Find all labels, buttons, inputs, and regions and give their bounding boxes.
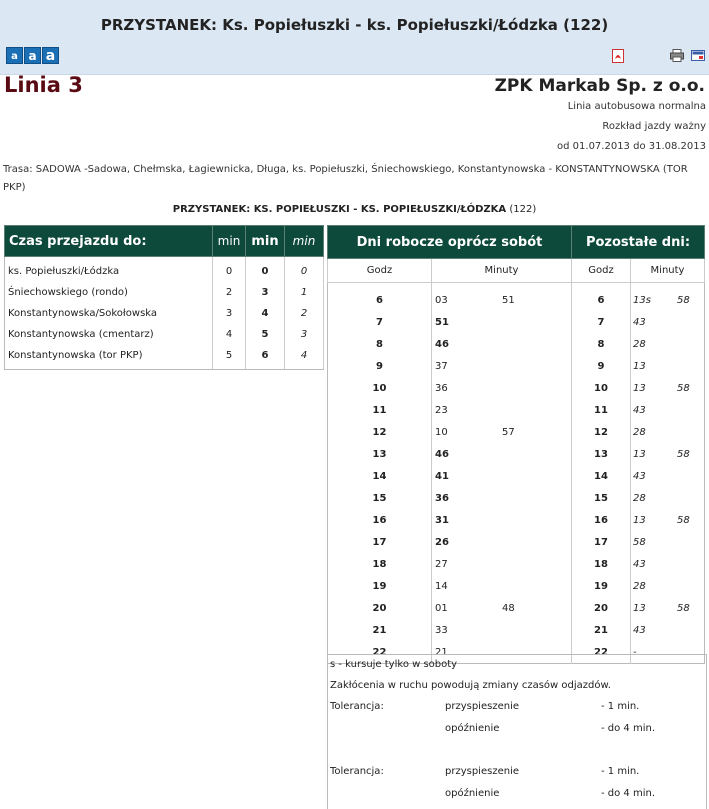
font-large-button[interactable]: a bbox=[42, 47, 59, 64]
weekday-hour: 10 bbox=[328, 377, 432, 399]
weekday-minute bbox=[502, 465, 572, 487]
other-minute bbox=[677, 399, 705, 421]
tolerance-early-label: przyspieszenie bbox=[445, 701, 519, 712]
other-minute: 43 bbox=[633, 470, 646, 482]
travel-min: 5 bbox=[213, 345, 246, 370]
travel-min: 3 bbox=[213, 303, 246, 324]
travel-stop: Konstantynowska (tor PKP) bbox=[5, 345, 213, 370]
weekday-minute bbox=[502, 575, 572, 597]
other-hour: 16 bbox=[572, 509, 631, 531]
stop-code: (122) bbox=[509, 204, 537, 215]
other-minute: 58 bbox=[677, 448, 690, 460]
other-hour: 11 bbox=[572, 399, 631, 421]
route-description: Trasa: SADOWA -Sadowa, Chełmska, Łagiewnicka, Długa, ks. Popiełuszki, Śniechowskiego, Konstantynowska - KONSTANTYNOWSKA (TOR PKP) bbox=[3, 164, 688, 193]
travel-min: 4 bbox=[285, 345, 324, 370]
other-minute: 58 bbox=[633, 536, 646, 548]
font-medium-button[interactable]: a bbox=[24, 47, 41, 64]
weekday-hour: 15 bbox=[328, 487, 432, 509]
weekday-minute: 48 bbox=[502, 602, 515, 614]
tolerance-early-value: - 1 min. bbox=[601, 701, 640, 712]
weekdays-header: Dni robocze oprócz sobót bbox=[328, 226, 572, 259]
line-name: Linia 3 bbox=[4, 73, 83, 97]
other-hour: 17 bbox=[572, 531, 631, 553]
other-hour: 7 bbox=[572, 311, 631, 333]
table-row bbox=[328, 487, 705, 509]
other-minute bbox=[677, 465, 705, 487]
table-row bbox=[5, 282, 324, 303]
other-minute: 58 bbox=[677, 382, 690, 394]
travel-min: 6 bbox=[246, 345, 285, 370]
other-hour: 20 bbox=[572, 597, 631, 619]
weekday-minute: 21 bbox=[435, 646, 448, 658]
weekday-hour: 19 bbox=[328, 575, 432, 597]
travel-col-min-3: min bbox=[285, 226, 324, 257]
travel-min: 4 bbox=[246, 303, 285, 324]
other-minute: 43 bbox=[633, 624, 646, 636]
weekday-hour: 18 bbox=[328, 553, 432, 575]
table-row bbox=[328, 333, 705, 355]
font-size-controls bbox=[6, 47, 59, 64]
other-minute: 28 bbox=[633, 492, 646, 504]
table-row bbox=[328, 465, 705, 487]
table-row bbox=[328, 553, 705, 575]
other-hour-label: Godz bbox=[572, 259, 631, 283]
other-minute: 43 bbox=[633, 558, 646, 570]
weekday-minute: 33 bbox=[435, 624, 448, 636]
table-row bbox=[328, 311, 705, 333]
weekday-minutes-label: Minuty bbox=[432, 259, 572, 283]
other-minute: 58 bbox=[677, 602, 690, 614]
other-hour: 21 bbox=[572, 619, 631, 641]
validity-label: Rozkład jazdy ważny bbox=[602, 121, 706, 132]
tolerance-late-label: opóźnienie bbox=[445, 788, 500, 799]
table-row bbox=[328, 443, 705, 465]
other-minute bbox=[677, 575, 705, 597]
table-row bbox=[328, 575, 705, 597]
stop-name: PRZYSTANEK: KS. POPIEŁUSZKI - KS. POPIEŁUSZKI/ŁÓDZKA bbox=[172, 204, 507, 215]
stop-heading bbox=[0, 204, 709, 215]
weekday-hour: 13 bbox=[328, 443, 432, 465]
weekday-minute bbox=[502, 619, 572, 641]
weekday-hour: 21 bbox=[328, 619, 432, 641]
other-hour: 13 bbox=[572, 443, 631, 465]
travel-col-min-2: min bbox=[246, 226, 285, 257]
weekday-minute: 03 bbox=[435, 294, 448, 306]
travel-min: 3 bbox=[246, 282, 285, 303]
tolerance-late-value: - do 4 min. bbox=[601, 788, 656, 799]
weekday-minute: 31 bbox=[435, 514, 449, 526]
weekday-minute bbox=[502, 311, 572, 333]
other-minute: - bbox=[633, 646, 637, 658]
tolerance-late-value: - do 4 min. bbox=[601, 723, 656, 734]
other-minute: 13s bbox=[633, 294, 651, 306]
other-minute: 58 bbox=[677, 294, 690, 306]
weekday-hour-label: Godz bbox=[328, 259, 432, 283]
weekday-minute: 57 bbox=[502, 426, 515, 438]
other-hour: 19 bbox=[572, 575, 631, 597]
weekday-minute: 46 bbox=[435, 448, 449, 460]
tolerance-label: Tolerancja: bbox=[330, 701, 384, 712]
table-row bbox=[328, 421, 705, 443]
weekday-hour: 17 bbox=[328, 531, 432, 553]
saturday-note: s - kursuje tylko w soboty bbox=[330, 659, 458, 670]
pdf-icon[interactable] bbox=[612, 49, 624, 63]
weekday-minute bbox=[502, 553, 572, 575]
travel-header: Czas przejazdu do: bbox=[5, 226, 213, 257]
other-minute bbox=[677, 333, 705, 355]
other-minutes-label: Minuty bbox=[631, 259, 705, 283]
travel-min: 2 bbox=[285, 303, 324, 324]
validity-range: od 01.07.2013 do 31.08.2013 bbox=[557, 141, 706, 152]
other-hour: 18 bbox=[572, 553, 631, 575]
company-name: ZPK Markab Sp. z o.o. bbox=[494, 76, 705, 96]
weekday-minute bbox=[502, 509, 572, 531]
weekday-hour: 22 bbox=[328, 641, 432, 664]
travel-min: 4 bbox=[213, 324, 246, 345]
other-minute: 13 bbox=[633, 514, 646, 526]
travel-min: 0 bbox=[285, 257, 324, 283]
weekday-minute bbox=[502, 355, 572, 377]
weekday-hour: 11 bbox=[328, 399, 432, 421]
print-icon[interactable] bbox=[670, 49, 684, 62]
other-hour: 8 bbox=[572, 333, 631, 355]
other-hour: 9 bbox=[572, 355, 631, 377]
travel-stop: Konstantynowska (cmentarz) bbox=[5, 324, 213, 345]
other-minute bbox=[677, 311, 705, 333]
travel-min: 0 bbox=[213, 257, 246, 283]
weekday-minute bbox=[502, 377, 572, 399]
other-minute: 28 bbox=[633, 338, 646, 350]
header-bar bbox=[0, 0, 709, 75]
other-minute bbox=[677, 553, 705, 575]
other-minute bbox=[677, 531, 705, 553]
other-minute: 58 bbox=[677, 514, 690, 526]
travel-stop: Konstantynowska/Sokołowska bbox=[5, 303, 213, 324]
table-row bbox=[5, 324, 324, 345]
other-days-header: Pozostałe dni: bbox=[572, 226, 705, 259]
travel-min: 0 bbox=[246, 257, 285, 283]
table-row bbox=[328, 399, 705, 421]
other-hour: 15 bbox=[572, 487, 631, 509]
weekday-minute: 36 bbox=[435, 382, 448, 394]
table-row bbox=[5, 257, 324, 283]
table-row bbox=[328, 531, 705, 553]
weekday-hour: 8 bbox=[328, 333, 432, 355]
other-minute bbox=[677, 619, 705, 641]
other-minute bbox=[677, 421, 705, 443]
weekday-hour: 12 bbox=[328, 421, 432, 443]
page-title: PRZYSTANEK: Ks. Popiełuszki - ks. Popiełuszki/Łódzka (122) bbox=[100, 16, 609, 34]
timetable-notes bbox=[327, 654, 707, 809]
table-row bbox=[328, 377, 705, 399]
table-row bbox=[328, 597, 705, 619]
weekday-minute: 10 bbox=[435, 426, 448, 438]
other-hour: 12 bbox=[572, 421, 631, 443]
timetable-body bbox=[328, 283, 705, 664]
disruption-note: Zakłócenia w ruchu powodują zmiany czasów odjazdów. bbox=[330, 680, 611, 691]
other-minute: 13 bbox=[633, 382, 646, 394]
weekday-minute bbox=[502, 399, 572, 421]
weekday-hour: 20 bbox=[328, 597, 432, 619]
other-minute: 13 bbox=[633, 602, 646, 614]
other-hour: 22 bbox=[572, 641, 631, 664]
font-small-button[interactable]: a bbox=[6, 47, 23, 64]
weekday-minute bbox=[502, 531, 572, 553]
weekday-minute: 51 bbox=[435, 316, 449, 328]
travel-time-table bbox=[4, 225, 324, 370]
weekday-hour: 16 bbox=[328, 509, 432, 531]
weekday-minute: 37 bbox=[435, 360, 448, 372]
tolerance-early-value: - 1 min. bbox=[601, 766, 640, 777]
travel-min: 2 bbox=[213, 282, 246, 303]
other-minute: 28 bbox=[633, 580, 646, 592]
table-row bbox=[5, 303, 324, 324]
weekday-minute: 23 bbox=[435, 404, 448, 416]
other-hour: 6 bbox=[572, 283, 631, 312]
table-row bbox=[328, 355, 705, 377]
weekday-minute: 46 bbox=[435, 338, 449, 350]
tolerance-label: Tolerancja: bbox=[330, 766, 384, 777]
weekday-hour: 9 bbox=[328, 355, 432, 377]
other-minute bbox=[677, 355, 705, 377]
travel-min: 3 bbox=[285, 324, 324, 345]
other-minute: 43 bbox=[633, 316, 646, 328]
other-hour: 14 bbox=[572, 465, 631, 487]
weekday-minute: 51 bbox=[502, 294, 515, 306]
table-row bbox=[328, 619, 705, 641]
mail-icon[interactable] bbox=[691, 50, 705, 61]
tolerance-late-label: opóźnienie bbox=[445, 723, 500, 734]
other-minute bbox=[677, 487, 705, 509]
weekday-minute bbox=[502, 443, 572, 465]
other-minute: 43 bbox=[633, 404, 646, 416]
weekday-hour: 14 bbox=[328, 465, 432, 487]
weekday-minute: 01 bbox=[435, 602, 448, 614]
weekday-hour: 7 bbox=[328, 311, 432, 333]
other-hour: 10 bbox=[572, 377, 631, 399]
line-type: Linia autobusowa normalna bbox=[567, 101, 706, 112]
table-row bbox=[328, 509, 705, 531]
other-minute: 28 bbox=[633, 426, 646, 438]
weekday-hour: 6 bbox=[328, 283, 432, 312]
travel-stop: Śniechowskiego (rondo) bbox=[5, 282, 213, 303]
weekday-minute: 36 bbox=[435, 492, 449, 504]
weekday-minute bbox=[502, 333, 572, 355]
travel-min: 1 bbox=[285, 282, 324, 303]
weekday-minute: 26 bbox=[435, 536, 449, 548]
travel-col-min-1: min bbox=[213, 226, 246, 257]
other-minute: 13 bbox=[633, 448, 646, 460]
weekday-minute bbox=[502, 487, 572, 509]
tolerance-early-label: przyspieszenie bbox=[445, 766, 519, 777]
travel-min: 5 bbox=[246, 324, 285, 345]
other-minute: 13 bbox=[633, 360, 646, 372]
departure-timetable bbox=[327, 225, 705, 664]
weekday-minute: 27 bbox=[435, 558, 448, 570]
weekday-minute: 41 bbox=[435, 470, 449, 482]
travel-stop: ks. Popiełuszki/Łódzka bbox=[5, 257, 213, 283]
weekday-minute: 14 bbox=[435, 580, 448, 592]
table-row bbox=[328, 283, 705, 312]
table-row bbox=[5, 345, 324, 370]
